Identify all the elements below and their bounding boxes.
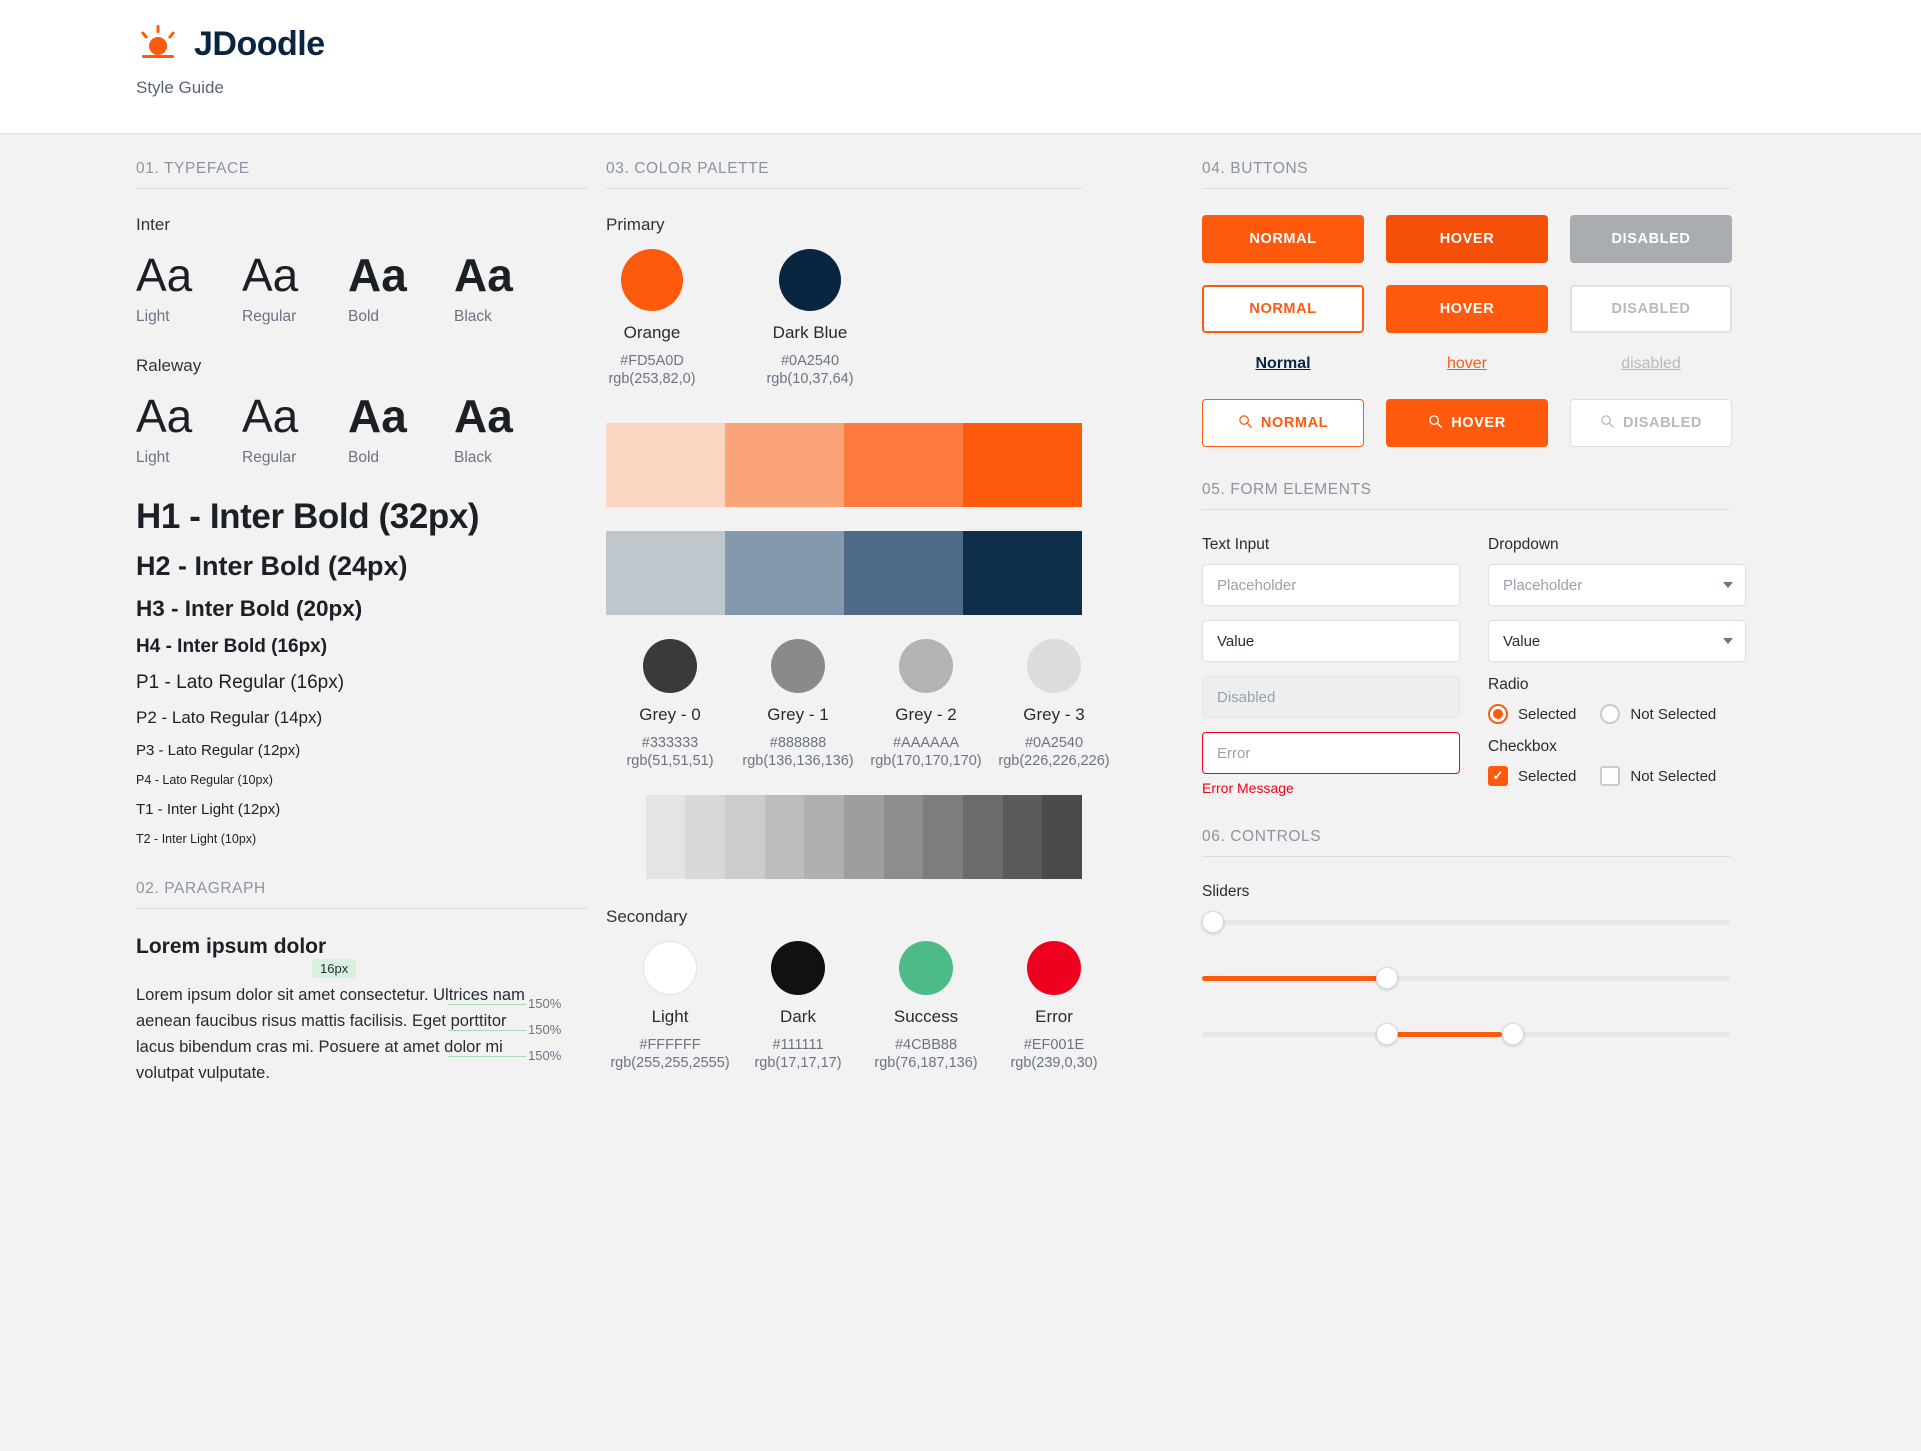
link-disabled: disabled — [1621, 355, 1681, 372]
type-spec-p2: P2 - Lato Regular (14px) — [136, 707, 323, 727]
dropdown-value: Placeholder — [1503, 576, 1583, 594]
swatch-dark — [734, 941, 862, 1071]
type-spec-p4: P4 - Lato Regular (10px) — [136, 772, 273, 787]
checkbox-group — [1488, 766, 1746, 786]
swatch-circle — [899, 941, 953, 995]
section-title-palette: 03. COLOR PALETTE — [606, 160, 1082, 189]
raleway-regular — [242, 390, 348, 467]
swatch-circle — [771, 941, 825, 995]
type-spec-t1: T1 - Inter Light (12px) — [136, 800, 281, 818]
checkbox-not-selected[interactable] — [1600, 766, 1716, 786]
radio-not-selected[interactable] — [1600, 704, 1716, 724]
button-icon-normal[interactable] — [1202, 399, 1364, 447]
swatch-circle — [1027, 639, 1081, 693]
swatch-grey-2 — [862, 639, 990, 769]
aa-sample: Aa — [454, 249, 513, 301]
swatch-circle — [771, 639, 825, 693]
button-label: HOVER — [1451, 415, 1506, 431]
column-color-palette — [560, 160, 1160, 1097]
swatch-hex: #AAAAAA — [892, 735, 960, 751]
swatch-light — [606, 941, 734, 1071]
swatch-hex: #888888 — [769, 735, 827, 751]
slider-knob[interactable] — [1376, 967, 1398, 989]
text-input-placeholder[interactable]: Placeholder — [1202, 564, 1460, 606]
slider-track[interactable] — [1202, 920, 1730, 925]
icon-button-row — [1202, 399, 1800, 447]
paragraph-block — [136, 935, 560, 1086]
slider-knob-right[interactable] — [1502, 1023, 1524, 1045]
swatch-circle — [1027, 941, 1081, 995]
search-icon — [1428, 414, 1443, 433]
link-button-row — [1202, 355, 1800, 373]
swatch-success — [862, 941, 990, 1071]
slider-knob[interactable] — [1202, 911, 1224, 933]
swatch-rgb: rgb(255,255,2555) — [610, 1055, 730, 1071]
chevron-down-icon — [1723, 638, 1733, 644]
paragraph-body: Lorem ipsum dolor sit amet consectetur. Ultrices nam aenean faucibus risus mattis facilisis. Eget porttitor lacus bibendum cras mi. Posuere at amet dolor mi volutpat vulputate. — [136, 985, 525, 1082]
swatch-orange — [606, 249, 698, 387]
button-outline-disabled: DISABLED — [1570, 285, 1732, 333]
aa-sample: Aa — [242, 389, 299, 442]
button-outline-normal[interactable]: NORMAL — [1202, 285, 1364, 333]
grey-swatches — [606, 639, 1160, 769]
error-message: Error Message — [1202, 780, 1294, 796]
type-spec-t2: T2 - Inter Light (10px) — [136, 831, 257, 846]
button-solid-normal[interactable]: NORMAL — [1202, 215, 1364, 263]
inter-regular — [242, 249, 348, 326]
button-solid-hover[interactable]: HOVER — [1386, 215, 1548, 263]
weight-label: Regular — [242, 448, 297, 466]
weight-label: Black — [454, 307, 492, 325]
type-spec-p3: P3 - Lato Regular (12px) — [136, 741, 301, 759]
slider-filled[interactable] — [1202, 967, 1730, 989]
column-components — [1160, 160, 1800, 1097]
inter-bold — [348, 249, 454, 326]
line-height-mark: 150% — [528, 1021, 562, 1037]
form-elements — [1202, 536, 1800, 800]
font-size-badge: 16px — [312, 959, 356, 978]
type-spec-h2: H2 - Inter Bold (24px) — [136, 550, 408, 581]
font-family-raleway: Raleway — [136, 355, 202, 375]
swatch-rgb: rgb(239,0,30) — [1010, 1055, 1098, 1071]
text-input-error[interactable]: Error — [1202, 732, 1460, 774]
aa-sample: Aa — [348, 249, 407, 301]
radio-selected[interactable] — [1488, 704, 1576, 724]
section-title-typeface: 01. TYPEFACE — [136, 160, 588, 189]
weight-label: Bold — [348, 307, 380, 325]
checkbox-icon[interactable] — [1600, 766, 1620, 786]
swatch-dark-blue — [764, 249, 856, 387]
raleway-light — [136, 390, 242, 467]
dropdown-value: Value — [1503, 632, 1541, 650]
dropdown-placeholder[interactable] — [1488, 564, 1746, 606]
paragraph-title: Lorem ipsum dolor — [136, 934, 327, 958]
button-label: DISABLED — [1623, 415, 1702, 431]
swatch-name: Grey - 3 — [1023, 705, 1085, 724]
primary-swatches — [606, 249, 1160, 387]
slider-knob-left[interactable] — [1376, 1023, 1398, 1045]
aa-sample: Aa — [136, 249, 193, 301]
swatch-hex: #FD5A0D — [620, 353, 684, 369]
type-spec-p1: P1 - Lato Regular (16px) — [136, 671, 345, 693]
radio-icon[interactable] — [1600, 704, 1620, 724]
line-height-mark: 150% — [528, 1047, 562, 1063]
section-title-form: 05. FORM ELEMENTS — [1202, 481, 1730, 510]
swatch-grey-3 — [990, 639, 1118, 769]
button-solid-disabled: DISABLED — [1570, 215, 1732, 263]
button-icon-hover[interactable] — [1386, 399, 1548, 447]
section-title-paragraph: 02. PARAGRAPH — [136, 880, 588, 909]
weight-label: Black — [454, 448, 492, 466]
aa-sample: Aa — [136, 389, 193, 442]
swatch-circle — [899, 639, 953, 693]
type-spec-h3: H3 - Inter Bold (20px) — [136, 595, 363, 621]
swatch-hex: #111111 — [772, 1037, 824, 1053]
radio-label: Radio — [1488, 676, 1529, 693]
swatch-name: Success — [893, 1007, 959, 1026]
page-subtitle: Style Guide — [136, 78, 224, 97]
swatch-rgb: rgb(10,37,64) — [766, 371, 854, 387]
swatch-name: Error — [1035, 1007, 1073, 1026]
swatch-name: Grey - 2 — [895, 705, 957, 724]
swatch-name: Grey - 0 — [639, 705, 701, 724]
radio-group — [1488, 704, 1746, 724]
swatch-name: Grey - 1 — [767, 705, 829, 724]
secondary-swatches — [606, 941, 1160, 1071]
form-column-text-inputs — [1202, 536, 1460, 800]
checkbox-label-selected: Selected — [1518, 767, 1577, 785]
sliders-label: Sliders — [1202, 883, 1250, 900]
blue-tint-bar — [606, 531, 1082, 615]
swatch-circle — [643, 941, 697, 995]
section-title-buttons: 04. BUTTONS — [1202, 160, 1730, 189]
swatch-error — [990, 941, 1118, 1071]
link-normal[interactable]: Normal — [1255, 355, 1311, 372]
check-icon[interactable]: ✓ — [1488, 766, 1508, 786]
form-column-dropdown — [1488, 536, 1746, 800]
swatch-rgb: rgb(170,170,170) — [870, 753, 982, 769]
palette-secondary-label: Secondary — [606, 907, 688, 926]
font-family-inter: Inter — [136, 215, 171, 234]
dropdown-value-select[interactable] — [1488, 620, 1746, 662]
swatch-name: Dark Blue — [772, 323, 848, 342]
swatch-rgb: rgb(76,187,136) — [874, 1055, 978, 1071]
weight-label: Bold — [348, 448, 380, 466]
slider-range[interactable] — [1202, 1023, 1730, 1045]
palette-primary-label: Primary — [606, 215, 665, 234]
text-input-value[interactable]: Value — [1202, 620, 1460, 662]
brand — [136, 22, 1921, 66]
text-input-label: Text Input — [1202, 536, 1270, 553]
button-label: NORMAL — [1260, 415, 1329, 431]
swatch-circle — [643, 639, 697, 693]
swatch-hex: #0A2540 — [1024, 735, 1084, 751]
swatch-hex: #4CBB88 — [894, 1037, 958, 1053]
type-spec-h1: H1 - Inter Bold (32px) — [136, 496, 480, 536]
slider-fill — [1202, 976, 1387, 981]
swatch-name: Dark — [780, 1007, 816, 1026]
button-outline-hover[interactable]: HOVER — [1386, 285, 1548, 333]
slider-empty[interactable] — [1202, 911, 1730, 933]
page-header — [0, 0, 1921, 134]
inter-weight-row — [136, 249, 560, 326]
raleway-weight-row — [136, 390, 560, 467]
inter-black — [454, 249, 560, 326]
button-icon-disabled — [1570, 399, 1732, 447]
dropdown-label: Dropdown — [1488, 536, 1559, 553]
link-hover[interactable]: hover — [1446, 355, 1488, 372]
swatch-rgb: rgb(51,51,51) — [626, 753, 714, 769]
swatch-circle — [779, 249, 841, 311]
checkbox-selected[interactable] — [1488, 766, 1576, 786]
inter-light — [136, 249, 242, 326]
column-typography — [0, 160, 560, 1097]
aa-sample: Aa — [242, 249, 299, 301]
checkbox-label: Checkbox — [1488, 738, 1557, 755]
swatch-rgb: rgb(226,226,226) — [998, 753, 1110, 769]
outline-button-row — [1202, 285, 1800, 333]
raleway-black — [454, 390, 560, 467]
swatch-grey-1 — [734, 639, 862, 769]
swatch-rgb: rgb(253,82,0) — [608, 371, 696, 387]
section-title-controls: 06. CONTROLS — [1202, 828, 1730, 857]
swatch-hex: #0A2540 — [780, 353, 840, 369]
weight-label: Light — [136, 448, 170, 466]
type-spec-h4: H4 - Inter Bold (16px) — [136, 635, 328, 657]
raleway-bold — [348, 390, 454, 467]
radio-icon[interactable] — [1488, 704, 1508, 724]
grey-ramp — [606, 795, 1082, 879]
solid-button-row — [1202, 215, 1800, 263]
swatch-name: Orange — [623, 323, 681, 342]
sun-logo-icon — [136, 22, 180, 66]
radio-label-not-selected: Not Selected — [1630, 705, 1717, 723]
swatch-circle — [621, 249, 683, 311]
swatch-name: Light — [651, 1007, 689, 1026]
line-height-mark: 150% — [528, 995, 562, 1011]
swatch-hex: #333333 — [641, 735, 699, 751]
weight-label: Light — [136, 307, 170, 325]
orange-tint-bar — [606, 423, 1082, 507]
checkbox-label-not-selected: Not Selected — [1630, 767, 1717, 785]
brand-name: JDoodle — [194, 24, 325, 63]
swatch-hex: #FFFFFF — [639, 1037, 701, 1053]
swatch-grey-0 — [606, 639, 734, 769]
text-input-disabled: Disabled — [1202, 676, 1460, 718]
swatch-hex: #EF001E — [1023, 1037, 1085, 1053]
search-icon — [1238, 414, 1253, 433]
aa-sample: Aa — [348, 389, 407, 442]
type-scale-list — [136, 497, 560, 846]
weight-label: Regular — [242, 307, 297, 325]
radio-label-selected: Selected — [1518, 705, 1577, 723]
swatch-rgb: rgb(136,136,136) — [742, 753, 854, 769]
swatch-rgb: rgb(17,17,17) — [754, 1055, 842, 1071]
chevron-down-icon — [1723, 582, 1733, 588]
aa-sample: Aa — [454, 389, 513, 442]
search-icon — [1600, 414, 1615, 433]
